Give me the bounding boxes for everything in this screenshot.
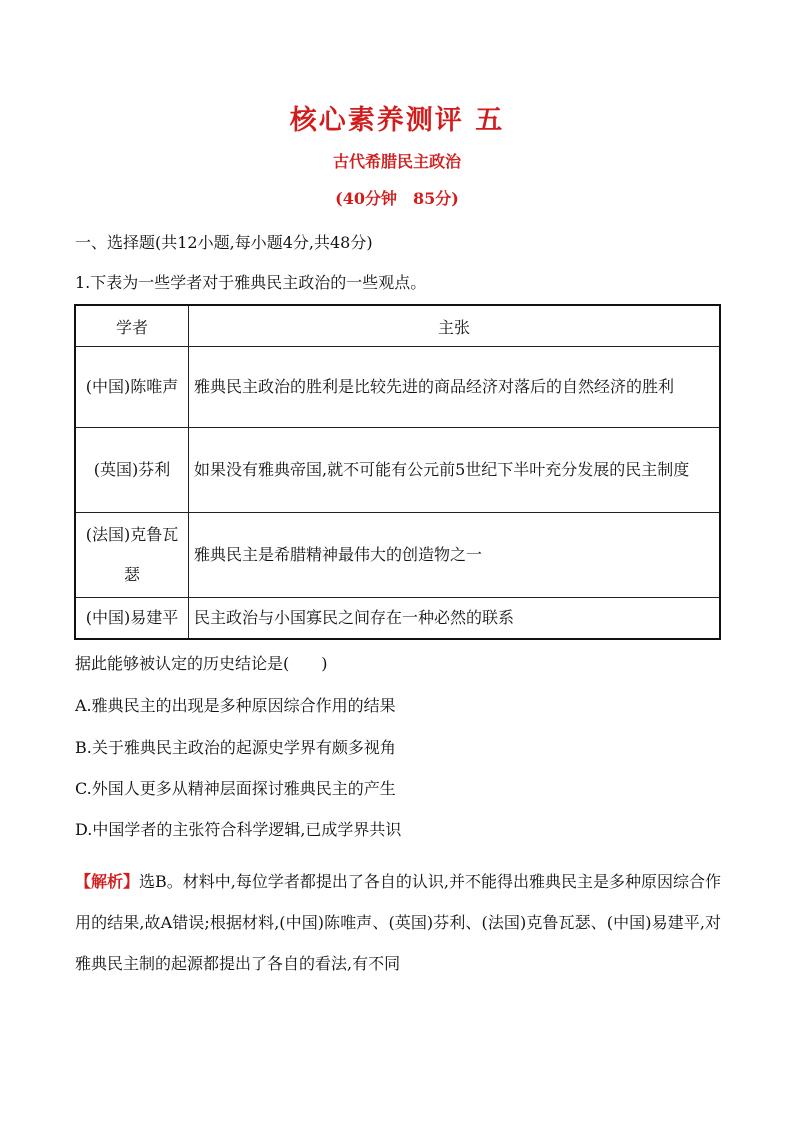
table-row (75, 347, 720, 428)
scholar-views-table (74, 304, 721, 640)
question-prompt: 据此能够被认定的历史结论是( ) (75, 654, 328, 673)
option-d: D.中国学者的主张符合科学逻辑,已成学界共识 (75, 820, 402, 839)
view-cell: 雅典民主政治的胜利是比较先进的商品经济对落后的自然经济的胜利 (189, 347, 721, 428)
view-cell: 如果没有雅典帝国,就不可能有公元前5世纪下半叶充分发展的民主制度 (189, 428, 721, 513)
option-c: C.外国人更多从精神层面探讨雅典民主的产生 (75, 779, 396, 798)
analysis-tag: 【解析】 (75, 872, 140, 891)
header-view: 主张 (189, 305, 721, 347)
scholar-cell: (中国)陈唯声 (75, 347, 189, 428)
table-row (75, 598, 720, 640)
analysis-text: 选B。材料中,每位学者都提出了各自的认识,并不能得出雅典民主是多种原因综合作用的结果,故A错误;根据材料,(中国)陈唯声、(英国)芬利、(法国)克鲁瓦瑟、(中国)易建平,对雅典民主制的起源都提出了各自的看法,有不同 (75, 872, 721, 973)
table-row (75, 428, 720, 513)
header-scholar: 学者 (75, 305, 189, 347)
page-title: 核心素养测评 五 (289, 105, 505, 136)
analysis-paragraph (75, 861, 721, 984)
question-stem: 1.下表为一些学者对于雅典民主政治的一些观点。 (75, 273, 427, 292)
option-b: B.关于雅典民主政治的起源史学界有颇多视角 (75, 738, 396, 757)
option-a: A.雅典民主的出现是多种原因综合作用的结果 (75, 696, 396, 715)
section-heading: 一、选择题(共12小题,每小题4分,共48分) (75, 233, 373, 252)
table-row (75, 513, 720, 598)
page-subtitle: 古代希腊民主政治 (332, 152, 461, 171)
scholar-cell: (中国)易建平 (75, 598, 189, 640)
scholar-cell: (英国)芬利 (75, 428, 189, 513)
time-and-score: (40分钟 85分) (335, 189, 459, 208)
table-header-row (75, 305, 720, 347)
view-cell: 雅典民主是希腊精神最伟大的创造物之一 (189, 513, 721, 598)
view-cell: 民主政治与小国寡民之间存在一种必然的联系 (189, 598, 721, 640)
scholar-cell: (法国)克鲁瓦瑟 (75, 513, 189, 598)
